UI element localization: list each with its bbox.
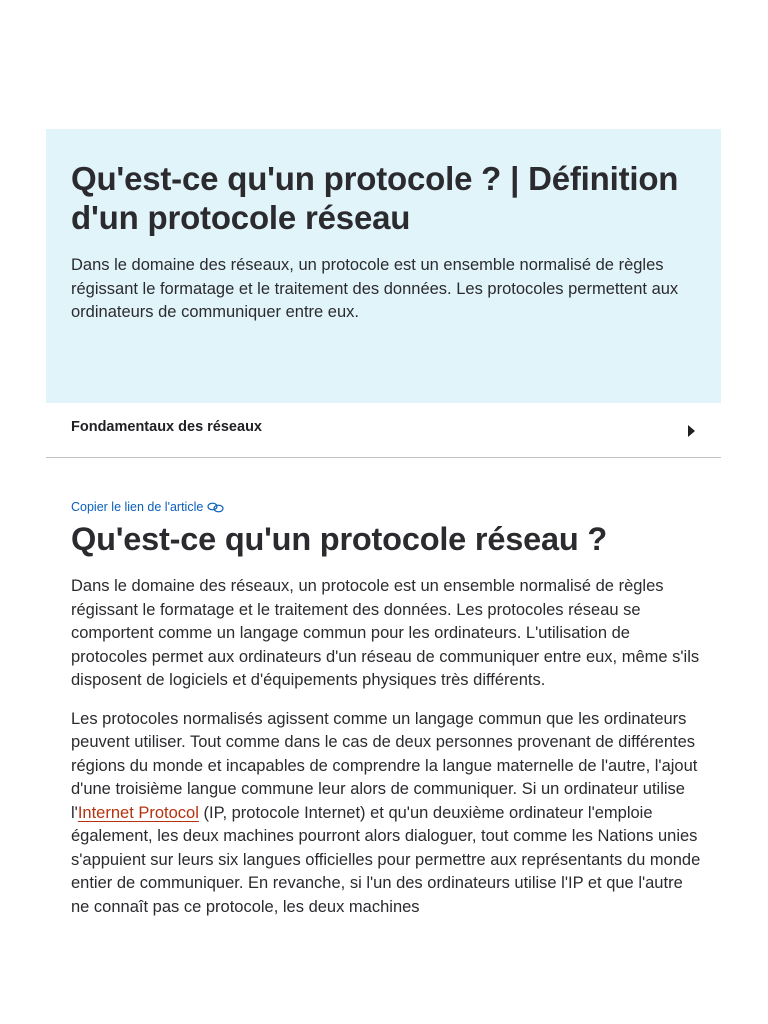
copy-link-label: Copier le lien de l'article	[71, 500, 204, 514]
article-paragraph: Dans le domaine des réseaux, un protocole est un ensemble normalisé de règles régissant le formatage et le traitement des données. Les protocoles réseau se comportent comme un langage commun pour les ordinateurs. L'utilisation de protocoles permet aux ordinateurs d'un réseau de communiquer entre eux, même s'ils disposent de logiciels et d'équipements physiques très différents.	[71, 577, 700, 689]
accordion-label: Fondamentaux des réseaux	[71, 419, 262, 435]
page-summary: Dans le domaine des réseaux, un protocole est un ensemble normalisé de règles régissant le formatage et le traitement des données. Les protocoles permettent aux ordinateurs de communiquer entre eux.	[71, 256, 679, 321]
article-paragraph	[71, 708, 701, 920]
page-title: Qu'est-ce qu'un protocole ? | Définition d'un protocole réseau	[71, 160, 679, 236]
link-icon	[207, 502, 224, 513]
hero-banner	[46, 129, 721, 403]
article-body	[71, 575, 701, 934]
caret-right-icon	[688, 425, 695, 437]
paragraph-text: Les protocoles normalisés agissent comme un langage commun que les ordinateurs peuvent utiliser. Tout comme dans le cas de deux personnes provenant de différentes régions du monde et incapables de comprendre la langue maternelle de l'autre, l'ajout d'une troisième langue commune leur alors de communiquer. Si un ordinateur utilise l'	[71, 709, 698, 822]
copy-article-link[interactable]	[71, 500, 224, 514]
internet-protocol-link[interactable]: Internet Protocol	[77, 803, 199, 822]
article-heading: Qu'est-ce qu'un protocole réseau ?	[71, 521, 607, 557]
topic-accordion[interactable]	[46, 403, 721, 458]
paragraph-text: (IP, protocole Internet) et qu'un deuxième ordinateur l'emploie également, les deux machines pourront alors dialoguer, tout comme les Nations unies s'appuient sur leurs six langues officielles pour permettre aux représentants du monde entier de communiquer. En revanche, si l'un des ordinateurs utilise l'IP et que l'autre ne connaît pas ce protocole, les deux machines	[71, 803, 701, 916]
